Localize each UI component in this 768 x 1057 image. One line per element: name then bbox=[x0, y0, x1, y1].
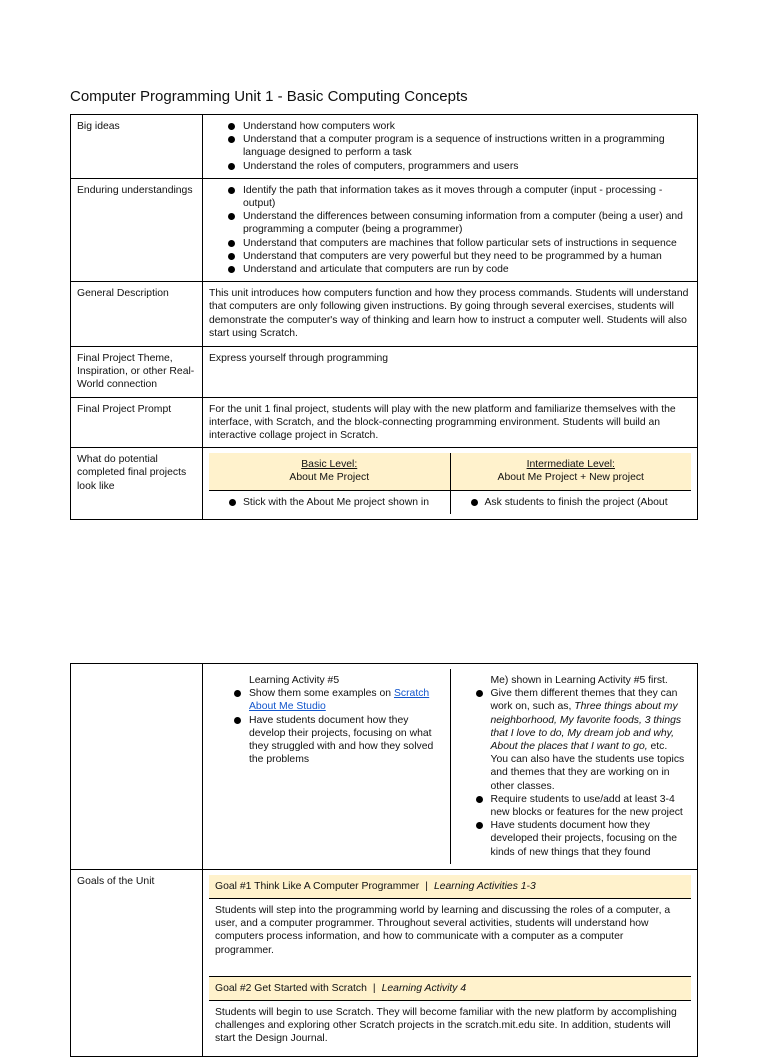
list-item bbox=[457, 687, 686, 793]
goal-1-title: Goal #1 Think Like A Computer Programmer bbox=[215, 880, 420, 892]
row-project-theme bbox=[71, 347, 698, 398]
goal-1-text: Students will step into the programming world by learning and discussing the roles of a computer, a user, and a computer programmer. Throughout several activities, students will understand how computers process information, and how to communicate with a computer as a computer programmer. bbox=[215, 905, 671, 956]
basic-level-details bbox=[209, 669, 450, 864]
list-item: Stick with the About Me project shown in bbox=[215, 496, 444, 509]
list-item: Have students document how they develop their projects, focusing on what they struggled with and how they solved the problems bbox=[215, 714, 444, 767]
intermediate-level-subheading: About Me Project + New project bbox=[497, 472, 644, 484]
big-ideas-label: Big ideas bbox=[71, 115, 203, 179]
general-description-text: This unit introduces how computers function and how they process commands. Students will understand that computers are only following given instructions. By going through several exercises, students will demonstrate the computer's way of thinking and learn how to instruct a computer well. Students will also start using Scratch. bbox=[203, 282, 698, 347]
list-item: Identify the path that information takes as it moves through a computer (input - processing -output) bbox=[209, 184, 691, 210]
project-prompt-label: Final Project Prompt bbox=[71, 397, 203, 448]
enduring-content bbox=[203, 178, 698, 281]
basic-level-subheading: About Me Project bbox=[289, 472, 370, 484]
goal-1-activities: Learning Activities 1-3 bbox=[433, 880, 536, 892]
themes-examples: Three things about my neighborhood, My favorite foods, 3 things that I love to do, My dream job and why, About the places that I want to go, bbox=[490, 701, 682, 753]
big-ideas-content bbox=[203, 115, 698, 179]
list-item: Have students document how they developed their projects, focusing on the kinds of new things that they found bbox=[457, 819, 686, 859]
goal-1-separator: | bbox=[425, 880, 428, 892]
goal-1 bbox=[209, 875, 691, 976]
list-item: Understand that computers are machines that follow particular sets of instructions in sequence bbox=[209, 237, 691, 250]
goal-2-header bbox=[209, 977, 691, 1001]
row-completed-projects-continued bbox=[71, 664, 698, 870]
themes-text: Give them different themes that they can work on, such as, bbox=[490, 688, 678, 713]
project-theme-text: Express yourself through programming bbox=[203, 347, 698, 398]
list-item: Understand that computers are very powerful but they need to be programmed by a human bbox=[209, 250, 691, 263]
list-item: Require students to use/add at least 3-4 new blocks or features for the new project bbox=[457, 793, 686, 819]
list-item: Understand and articulate that computers are run by code bbox=[209, 263, 691, 276]
basic-level-continuation: Learning Activity #5 bbox=[249, 675, 340, 686]
goal-1-header bbox=[209, 875, 691, 899]
scratch-about-me-studio-link[interactable]: Scratch About Me Studio bbox=[249, 688, 430, 713]
row-general-description bbox=[71, 282, 698, 347]
goals-content bbox=[203, 869, 698, 1056]
completed-projects-label: What do potential completed final projects look like bbox=[71, 448, 203, 520]
goal-2-separator: | bbox=[372, 982, 376, 994]
examples-text: Show them some examples on bbox=[249, 688, 394, 700]
levels-table-continued bbox=[209, 669, 691, 864]
intermediate-level-details bbox=[450, 669, 691, 864]
basic-level-heading: Basic Level: bbox=[301, 459, 358, 471]
basic-level-header bbox=[209, 453, 450, 490]
goals-label: Goals of the Unit bbox=[71, 869, 203, 1056]
unit-table-page-1 bbox=[70, 114, 698, 520]
goal-2-text: Students will begin to use Scratch. They will become familiar with the new platform by accomplishing challenges and exploring other Scratch projects in the scratch.mit.edu site. In addition, students will start the Design Journal. bbox=[215, 1007, 677, 1045]
intermediate-level-heading: Intermediate Level: bbox=[526, 459, 615, 471]
page-title: Computer Programming Unit 1 - Basic Computing Concepts bbox=[70, 88, 468, 105]
intermediate-level-preview bbox=[450, 490, 691, 514]
empty-label-cell bbox=[71, 664, 203, 870]
themes-suffix: etc. You can also have the students use topics and themes that they are working on in other classes. bbox=[490, 741, 685, 792]
goal-2-activities: Learning Activity 4 bbox=[381, 982, 467, 994]
list-item: Understand the differences between consuming information from a computer (being a user) and programming a computer (being a programmer) bbox=[209, 210, 691, 236]
enduring-label: Enduring understandings bbox=[71, 178, 203, 281]
intermediate-level-header bbox=[450, 453, 691, 490]
list-item: Understand how computers work bbox=[209, 120, 691, 133]
general-description-label: General Description bbox=[71, 282, 203, 347]
row-completed-projects bbox=[71, 448, 698, 520]
list-item bbox=[215, 687, 444, 713]
levels-continued bbox=[203, 664, 698, 870]
row-big-ideas bbox=[71, 115, 698, 179]
unit-table-page-2 bbox=[70, 663, 698, 1057]
basic-level-preview bbox=[209, 490, 450, 514]
completed-projects-content bbox=[203, 448, 698, 520]
list-item: Understand that a computer program is a sequence of instructions written in a programming language designed to perform a task bbox=[209, 133, 691, 159]
list-item: Ask students to finish the project (About bbox=[457, 496, 686, 509]
goal-2-title: Goal #2 Get Started with Scratch bbox=[215, 982, 367, 994]
goal-2 bbox=[209, 976, 691, 1051]
project-prompt-text: For the unit 1 final project, students will play with the new platform and familiarize themselves with the interface, with Scratch, and the block-connecting programming environment. Students will build an interactive collage project in Scratch. bbox=[203, 397, 698, 448]
intermediate-level-continuation: Me) shown in Learning Activity #5 first. bbox=[490, 675, 668, 686]
row-project-prompt bbox=[71, 397, 698, 448]
row-goals bbox=[71, 869, 698, 1056]
project-theme-label: Final Project Theme, Inspiration, or other Real-World connection bbox=[71, 347, 203, 398]
row-enduring bbox=[71, 178, 698, 281]
list-item: Understand the roles of computers, programmers and users bbox=[209, 160, 691, 173]
levels-table bbox=[209, 453, 691, 514]
